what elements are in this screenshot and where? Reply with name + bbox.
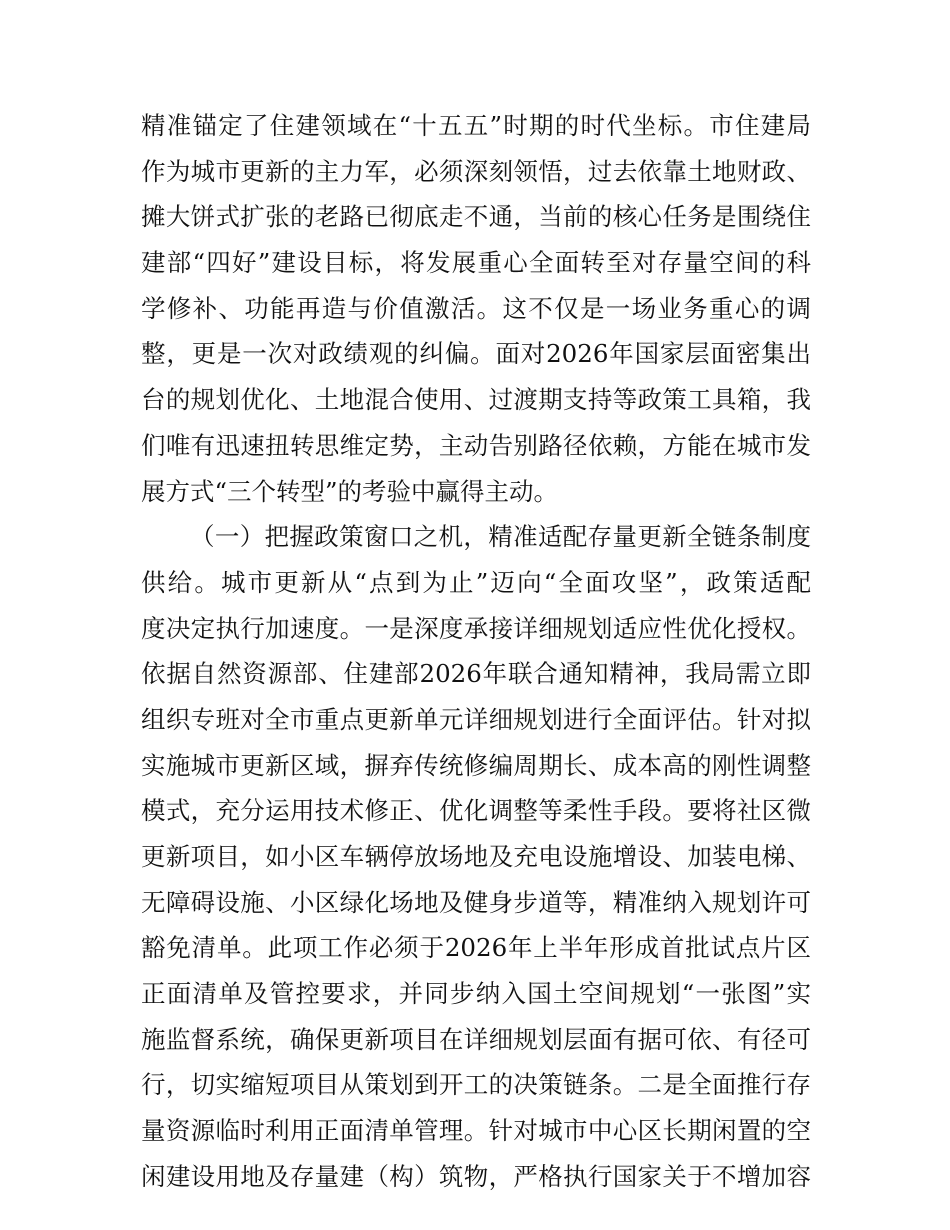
text-line: 量资源临时利用正面清单管理。针对城市中心区长期闲置的空 [141, 1116, 811, 1146]
text-line: 组织专班对全市重点更新单元详细规划进行全面评估。针对拟 [141, 704, 811, 734]
text-line: 实施城市更新区域，摒弃传统修编周期长、成本高的刚性调整 [141, 750, 811, 780]
text-line: 精准锚定了住建领域在“十五五”时期的时代坐标。市住建局 [141, 111, 811, 140]
text-line: 施监督系统，确保更新项目在详细规划层面有据可依、有径可 [141, 1024, 811, 1054]
text-line: 依据自然资源部、住建部2026年联合通知精神，我局需立即 [141, 659, 811, 689]
text-line: 更新项目，如小区车辆停放场地及充电设施增设、加装电梯、 [141, 842, 811, 871]
text-line: 闲建设用地及存量建（构）筑物，严格执行国家关于不增加容 [141, 1161, 811, 1191]
text-line: 模式，充分运用技术修正、优化调整等柔性手段。要将社区微 [141, 796, 811, 826]
text-line: 度决定执行加速度。一是深度承接详细规划适应性优化授权。 [141, 613, 811, 643]
text-line: 作为城市更新的主力军，必须深刻领悟，过去依靠土地财政、 [141, 156, 811, 186]
text-line: 整，更是一次对政绩观的纠偏。面对2026年国家层面密集出 [141, 339, 811, 369]
text-line: 行，切实缩短项目从策划到开工的决策链条。二是全面推行存 [141, 1070, 811, 1100]
text-line: 供给。城市更新从“点到为止”迈向“全面攻坚”，政策适配 [141, 567, 811, 597]
text-line: 台的规划优化、土地混合使用、过渡期支持等政策工具箱，我 [141, 385, 811, 415]
text-line: 展方式“三个转型”的考验中赢得主动。 [141, 476, 559, 506]
text-line: 无障碍设施、小区绿化场地及健身步道等，精准纳入规划许可 [141, 887, 811, 917]
text-line: 正面清单及管控要求，并同步纳入国土空间规划“一张图”实 [141, 979, 811, 1009]
body-text [141, 103, 811, 1200]
text-line: 豁免清单。此项工作必须于2026年上半年形成首批试点片区 [141, 933, 811, 963]
text-line: 学修补、功能再造与价值激活。这不仅是一场业务重心的调 [141, 293, 811, 323]
section-heading-line: （一）把握政策窗口之机，精准适配存量更新全链条制度 [190, 522, 811, 552]
text-line: 摊大饼式扩张的老路已彻底走不通，当前的核心任务是围绕住 [141, 202, 811, 232]
text-line: 建部“四好”建设目标，将发展重心全面转至对存量空间的科 [141, 248, 811, 278]
text-line: 们唯有迅速扭转思维定势，主动告别路径依赖，方能在城市发 [141, 430, 811, 460]
